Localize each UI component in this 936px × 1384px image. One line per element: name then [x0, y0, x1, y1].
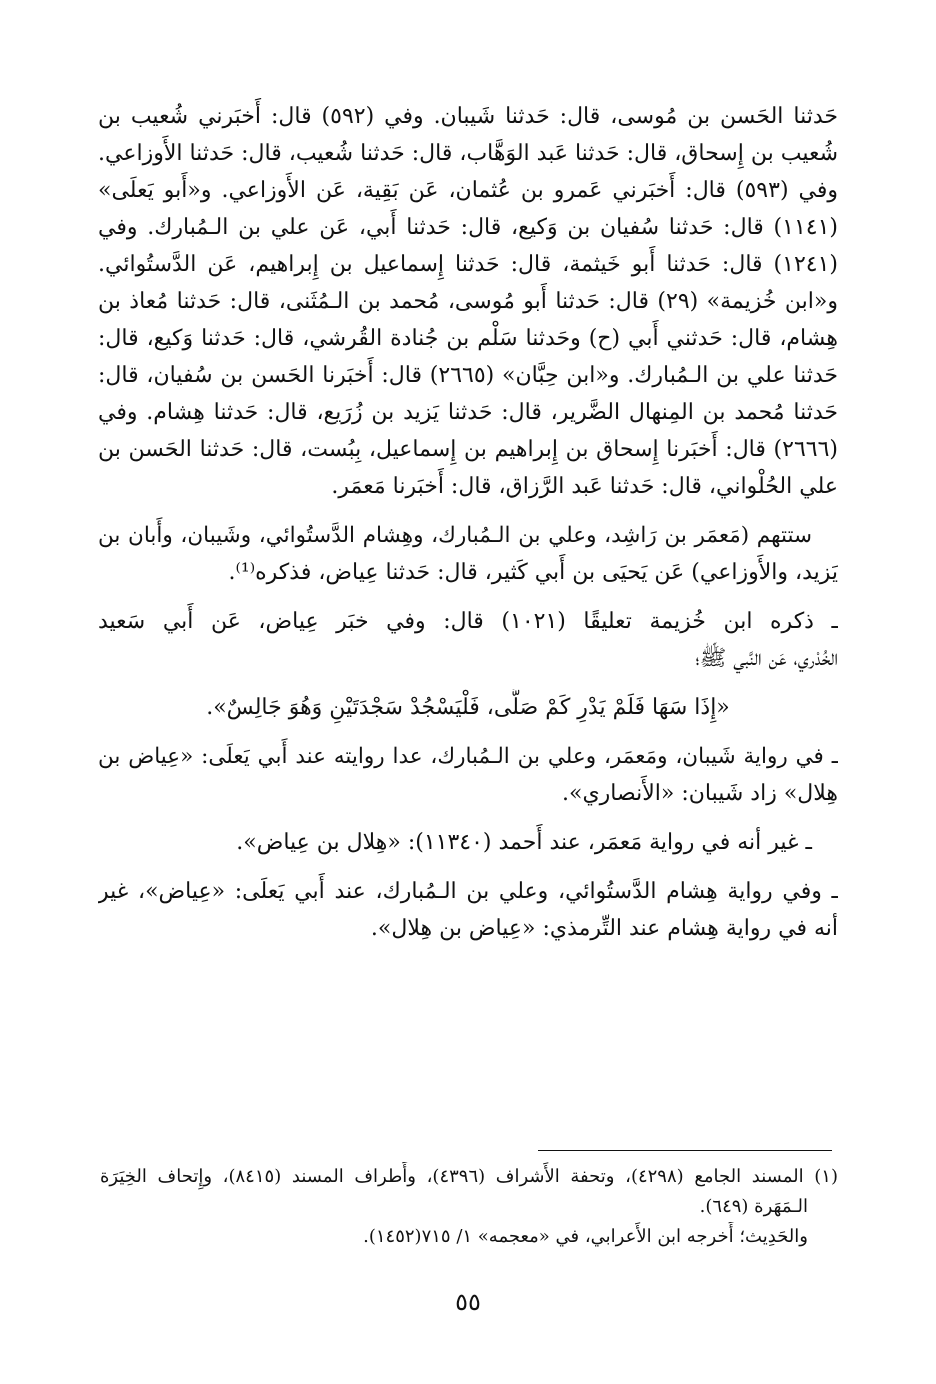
- main-text: [98, 98, 838, 947]
- text-line: وفي (٥٩٣) قال: أَخبَرني عَمرو بن عُثمان، عَن بَقِية، عَن الأَوزاعي. و«أَبو يَعلَى»: [98, 178, 838, 203]
- text-line: (١١٤١) قال: حَدثنا سُفيان بن وَكيع، قال: حَدثنا أَبي، عَن علي بن الـمُبارك. وفي: [98, 215, 838, 240]
- text-line: أنه في رواية هِشام عند التِّرمذي: «عِياض بن هِلال».: [370, 916, 838, 941]
- text-line: يَزيد، والأَوزاعي) عَن يَحيَى بن أَبي كَثير، قال: حَدثنا عِياض، فذكره⁽¹⁾.: [228, 560, 838, 585]
- text-line: ستتهم (مَعمَر بن رَاشِد، وعلي بن الـمُبارك، وهِشام الدَّستُوائي، وشَيبان، وأَبان بن: [98, 523, 812, 548]
- text-line: ـ في رواية شَيبان، ومَعمَر، وعلي بن الـمُبارك، عدا روايته عند أَبي يَعلَى: «عِياض بن: [98, 744, 838, 769]
- text-line: و«ابن خُزيمة» (٢٩) قال: حَدثنا أَبو مُوسى، مُحمد بن الـمُثَنى، قال: حَدثنا مُعاذ بن: [98, 289, 838, 314]
- text-line: هِشام، قال: حَدثني أَبي (ح) وحَدثنا سَلْم بن جُنادة القُرشي، قال: حَدثنا وَكيع، قال:: [98, 326, 838, 351]
- footnote-line: (١) المسند الجامع (٤٢٩٨)، وتحفة الأَشراف (٤٣٩٦)، وأَطراف المسند (٨٤١٥)، وإِتحاف الخِيَرَة: [100, 1166, 838, 1187]
- paragraph-note-1: [98, 603, 838, 677]
- paragraph-note-3: ـ غير أنه في رواية مَعمَر، عند أَحمد (١١٣٤٠): «هِلال بن عِياض».: [236, 830, 812, 855]
- text-line: حَدثنا الحَسن بن مُوسى، قال: حَدثنا شَيبان. وفي (٥٩٢) قال: أَخبَرني شُعيب بن: [98, 104, 838, 129]
- text-line: علي الحُلْواني، قال: حَدثنا عَبد الرَّزاق، قال: أَخبَرنا مَعمَر.: [331, 474, 838, 499]
- text-line: ـ ذكره ابن خُزيمة تعليقًا (١٠٢١) قال: وفي خبَر عِياض، عَن أَبي سَعيد: [98, 609, 838, 634]
- hadith-text: «إِذَا سَهَا فَلَمْ يَدْرِ كَمْ صَلَّى، فَلْيَسْجُدْ سَجْدَتَيْنِ وَهُوَ جَالِسٌ».: [206, 695, 730, 720]
- paragraph-note-4: [98, 873, 838, 947]
- text-line: الخُدْري، عَن النَّبي ﷺ؛: [695, 646, 838, 671]
- text-line: (٢٦٦٦) قال: أَخبَرنا إِسحاق بن إِبراهيم بن إِسماعيل، بِبُست، قال: حَدثنا الحَسن بن: [98, 437, 838, 462]
- text-line: شُعيب بن إِسحاق، قال: حَدثنا عَبد الوَهَّاب، قال: حَدثنا شُعيب، قال: حَدثنا الأَوزاعي.: [98, 141, 838, 166]
- text-line: حَدثنا علي بن الـمُبارك. و«ابن حِبَّان» (٢٦٦٥) قال: أَخبَرنا الحَسن بن سُفيان، قال:: [98, 363, 838, 388]
- text-line: ـ وفي رواية هِشام الدَّستُوائي، وعلي بن الـمُبارك، عند أَبي يَعلَى: «عِياض»، غير: [98, 879, 838, 904]
- footnote-separator: [538, 1150, 832, 1151]
- paragraph-isnad: [98, 98, 838, 505]
- page-number: ٥٥: [455, 1288, 481, 1316]
- paragraph-summary: [98, 517, 838, 591]
- footnote-line: الـمَهَرة (٦٤٩).: [699, 1196, 808, 1217]
- text-line: (١٢٤١) قال: حَدثنا أَبو خَيثمة، قال: حَدثنا إِسماعيل بن إِبراهيم، عَن الدَّستُوائي.: [98, 252, 838, 277]
- footnotes: [100, 1162, 838, 1252]
- paragraph-note-2: [98, 738, 838, 812]
- footnote-line: والحَدِيث؛ أَخرجه ابن الأَعرابي، في «معجمه» ١/ ٧١٥(١٤٥٢).: [363, 1226, 808, 1247]
- text-line: هِلال» زاد شَيبان: «الأَنصاري».: [562, 781, 838, 806]
- text-line: حَدثنا مُحمد بن المِنهال الضَّرير، قال: حَدثنا يَزيد بن زُرَيع، قال: حَدثنا هِشام. وفي: [98, 400, 838, 425]
